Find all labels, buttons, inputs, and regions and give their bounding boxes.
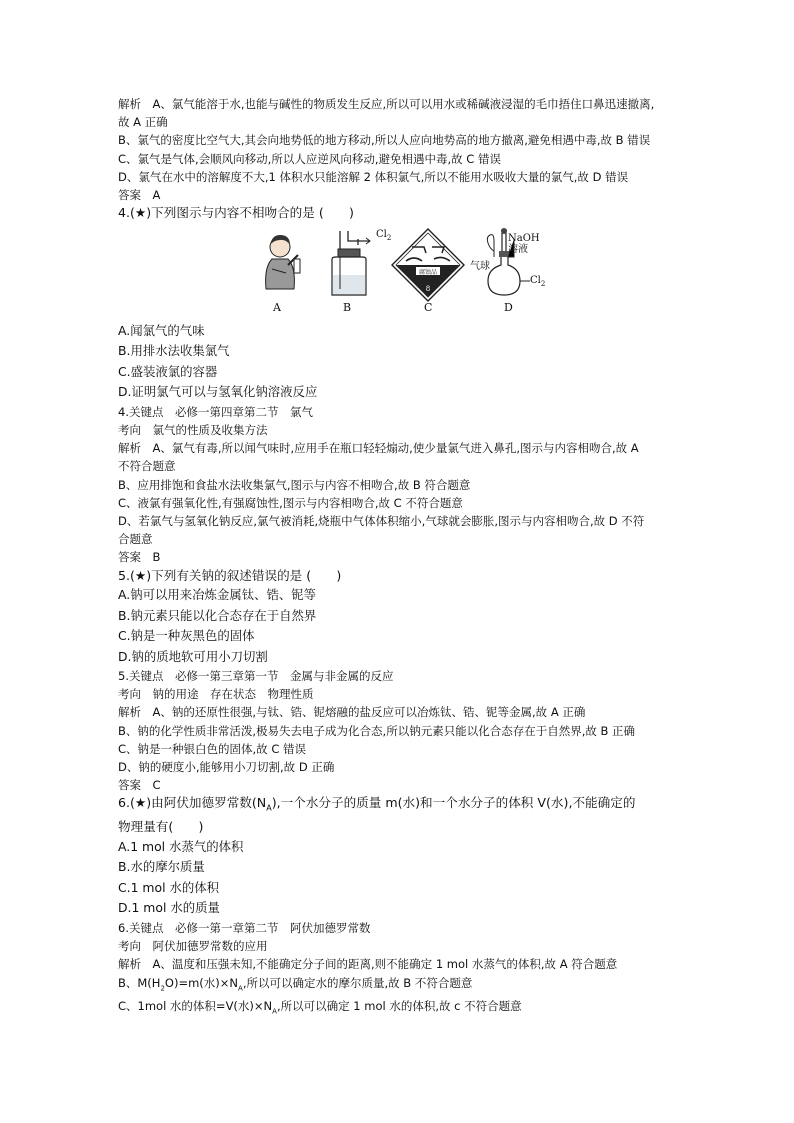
option-d: D.证明氯气可以与氢氧化钠溶液反应	[118, 384, 318, 400]
flask-gas-label: $Cl_2$	[530, 274, 546, 288]
text-line: C、液氯有强氧化性,有强腐蚀性,图示与内容相吻合,故 C 不符合题意	[118, 495, 463, 510]
figure-label-b: B	[343, 300, 352, 314]
text-line: 解析 A、温度和压强未知,不能确定分子间的距离,则不能确定 1 mol 水蒸气的体积,故 A 符合题意	[118, 957, 618, 972]
option-c: C.钠是一种灰黑色的固体	[118, 628, 255, 644]
q3-analysis	[118, 95, 678, 204]
answer-line: 答案 B	[118, 550, 161, 565]
person-smelling-illustration	[258, 229, 302, 295]
text-line: C、1mol 水的体积=V(水)$\times N_A$,所以可以确定 1 mol 水的体积,故 c 不符合题意	[118, 999, 522, 1016]
text-line: 4.关键点 必修一第四章第二节 氯气	[118, 404, 313, 419]
option-c: C.盛装液氯的容器	[118, 363, 218, 379]
option-c: C.1 mol 水的体积	[118, 879, 220, 895]
text-line: 考向 氯气的性质及收集方法	[118, 422, 268, 437]
text-line: 考向 阿伏加德罗常数的应用	[118, 939, 268, 954]
answer-line: 答案 C	[118, 778, 161, 793]
option-b: B.水的摩尔质量	[118, 859, 205, 875]
text-line: C、钠是一种银白色的固体,故 C 错误	[118, 741, 307, 756]
figure-label-a: A	[273, 300, 281, 314]
text-line: 不符合题意	[118, 459, 176, 474]
answer-line: 答案 A	[118, 188, 161, 203]
q4-figure	[118, 227, 678, 319]
text-line: B、$M(H_2O)=m$(水)$\times N_A$,所以可以确定水的摩尔质量,故 B 不符合题意	[118, 975, 473, 992]
text-line: B、钠的化学性质非常活泼,极易失去电子成为化合态,所以钠元素只能以化合态存在于自然界,故 B 正确	[118, 723, 636, 738]
option-b: B.用排水法收集氯气	[118, 343, 230, 359]
text-line: 合题意	[118, 532, 153, 547]
figure-label-c: C	[424, 300, 433, 314]
question-5	[118, 567, 678, 795]
naoh-label: NaOH 溶液	[508, 232, 540, 255]
gas-bottle-illustration	[326, 227, 378, 299]
option-d: D.钠的质地软可用小刀切割	[118, 648, 268, 664]
text-line: 解析 A、氯气能溶于水,也能与碱性的物质发生反应,所以可以用水或稀碱液浸湿的毛巾捂住口鼻迅速撤离,	[118, 97, 655, 111]
sign-number: 8	[425, 284, 431, 293]
option-a: A.1 mol 水蒸气的体积	[118, 838, 244, 854]
sign-text: 腐蚀品	[418, 268, 438, 276]
balloon-label: 气球	[470, 260, 490, 272]
text-line: D、若氯气与氢氧化钠反应,氯气被消耗,烧瓶中气体体积缩小,气球就会膨胀,图示与内容相吻合,故 D 不符	[118, 513, 645, 528]
text-line: D、钠的硬度小,能够用小刀切割,故 D 正确	[118, 760, 335, 775]
question-6	[118, 794, 678, 1020]
option-d: D.1 mol 水的质量	[118, 900, 220, 916]
question-stem: 5.(★)下列有关钠的叙述错误的是 ( )	[118, 567, 342, 583]
text-line: 考向 钠的用途 存在状态 物理性质	[118, 687, 314, 702]
chlorine-label: $Cl_2$	[376, 228, 392, 242]
figure-label-d: D	[504, 300, 513, 314]
question-stem: 6.(★)由阿伏加德罗常数$(N_A)$,一个水分子的质量 m(水)和一个水分子的体积 V(水),不能确定的	[118, 795, 636, 813]
question-4	[118, 204, 678, 566]
text-line: 故 A 正确	[118, 115, 168, 130]
text-line: B、应用排饱和食盐水法收集氯气,图示与内容不相吻合,故 B 符合题意	[118, 477, 471, 492]
option-a: A.闻氯气的气味	[118, 322, 205, 338]
text-line: 5.关键点 必修一第三章第一节 金属与非金属的反应	[118, 669, 394, 684]
text-line: C、氯气是气体,会顺风向移动,所以人应逆风向移动,避免相遇中毒,故 C 错误	[118, 151, 501, 166]
document-page	[118, 95, 678, 1021]
text-line: 6.关键点 必修一第一章第二节 阿伏加德罗常数	[118, 920, 371, 935]
corrosive-sign-illustration	[390, 227, 466, 303]
text-line: 解析 A、氯气有毒,所以闻气味时,应用手在瓶口轻轻煽动,使少量氯气进入鼻孔,图示与内容相吻合,故 A	[118, 441, 639, 456]
question-stem-cont: 物理量有( )	[118, 819, 204, 835]
option-b: B.钠元素只能以化合态存在于自然界	[118, 607, 317, 623]
question-stem: 4.(★)下列图示与内容不相吻合的是 ( )	[118, 205, 354, 221]
text-line: 解析 A、钠的还原性很强,与钛、锆、铌熔融的盐反应可以冶炼钛、锆、铌等金属,故 A 正确	[118, 705, 586, 720]
text-line: B、氯气的密度比空气大,其会向地势低的地方移动,所以人应向地势高的地方撤离,避免相遇中毒,故 B 错误	[118, 133, 651, 148]
option-a: A.钠可以用来冶炼金属钛、锆、铌等	[118, 587, 317, 603]
text-line: D、氯气在水中的溶解度不大,1 体积水只能溶解 2 体积氯气,所以不能用水吸收大量的氯气,故 D 错误	[118, 169, 629, 184]
